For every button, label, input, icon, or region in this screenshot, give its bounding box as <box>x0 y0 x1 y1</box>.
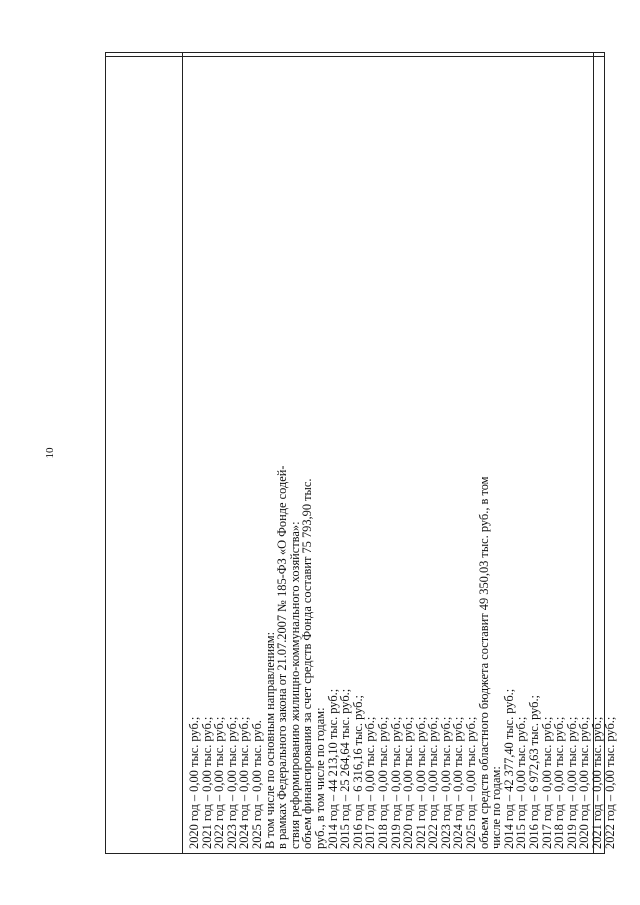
text-line: 2022 год – 0,00 тыс. руб.; <box>602 716 617 849</box>
text-line: 2015 год – 25 264,64 тыс. руб.; <box>338 688 353 849</box>
text-line: 2020 год – 0,00 тыс. руб.; <box>187 716 201 849</box>
section-heading: В том числе по основным направлениям: <box>262 631 277 849</box>
text-line: 2024 год – 0,00 тыс. руб.; <box>237 716 252 849</box>
column-divider <box>182 53 183 853</box>
text-line: 2025 год – 0,00 тыс. руб.; <box>464 716 479 849</box>
text-line: 2021 год – 0,00 тыс. руб.; <box>413 716 428 849</box>
text-line: 2016 год – 6 316,16 тыс. руб.; <box>350 695 365 849</box>
text-line: 2025 год – 0,00 тыс. руб. <box>249 720 264 849</box>
text-line: 2019 год – 0,00 тыс. руб.; <box>564 716 579 849</box>
text-line: 2023 год – 0,00 тыс. руб.; <box>438 716 453 849</box>
text-line: объем средств областного бюджета составит 49 350,03 тыс. руб., в том <box>476 476 491 849</box>
text-line: 2019 год – 0,00 тыс. руб.; <box>388 716 403 849</box>
text-line: 2022 год – 0,00 тыс. руб.; <box>426 716 441 849</box>
text-line: 2018 год – 0,00 тыс. руб.; <box>552 716 567 849</box>
text-line: 2024 год – 0,00 тыс. руб.; <box>451 716 466 849</box>
text-line: 2016 год – 6 972,63 тыс. руб.; <box>527 695 542 849</box>
text-line: 2018 год – 0,00 тыс. руб.; <box>375 716 390 849</box>
text-line: числе по годам: <box>489 766 504 849</box>
text-line: 2017 год – 0,00 тыс. руб.; <box>539 716 554 849</box>
page-number: 10 <box>44 447 56 459</box>
text-line: в рамках Федерального закона от 21.07.2007 № 185-ФЗ «О Фонде содей- <box>275 465 290 849</box>
text-line: 2015 год – 0,00 тыс. руб.; <box>514 716 529 849</box>
text-line: объем финансирования за счет средств Фонда составит 75 793,90 тыс. <box>300 478 315 849</box>
text-line: 2022 год – 0,00 тыс. руб.; <box>212 716 227 849</box>
text-line: 2020 год – 0,00 тыс. руб.; <box>577 716 592 849</box>
rotated-document <box>105 52 617 854</box>
table-frame <box>105 52 617 854</box>
funding-text-cell <box>187 55 617 849</box>
text-line: 2023 год – 0,00 тыс. руб.; <box>224 716 239 849</box>
text-line: 2020 год – 0,00 тыс. руб.; <box>401 716 416 849</box>
text-line: 2021 год – 0,00 тыс. руб.; <box>590 716 604 849</box>
text-line: ствия реформированию жилищно-коммунального хозяйства»: <box>287 521 302 849</box>
text-line: 2017 год – 0,00 тыс. руб.; <box>363 716 378 849</box>
text-line: 2021 год – 0,00 тыс. руб.; <box>199 716 214 849</box>
text-line: 2014 год – 42 377,40 тыс. руб.; <box>501 688 516 849</box>
text-line: 2014 год – 44 213,10 тыс. руб.; <box>325 688 340 849</box>
text-line: руб., в том числе по годам: <box>312 707 327 849</box>
